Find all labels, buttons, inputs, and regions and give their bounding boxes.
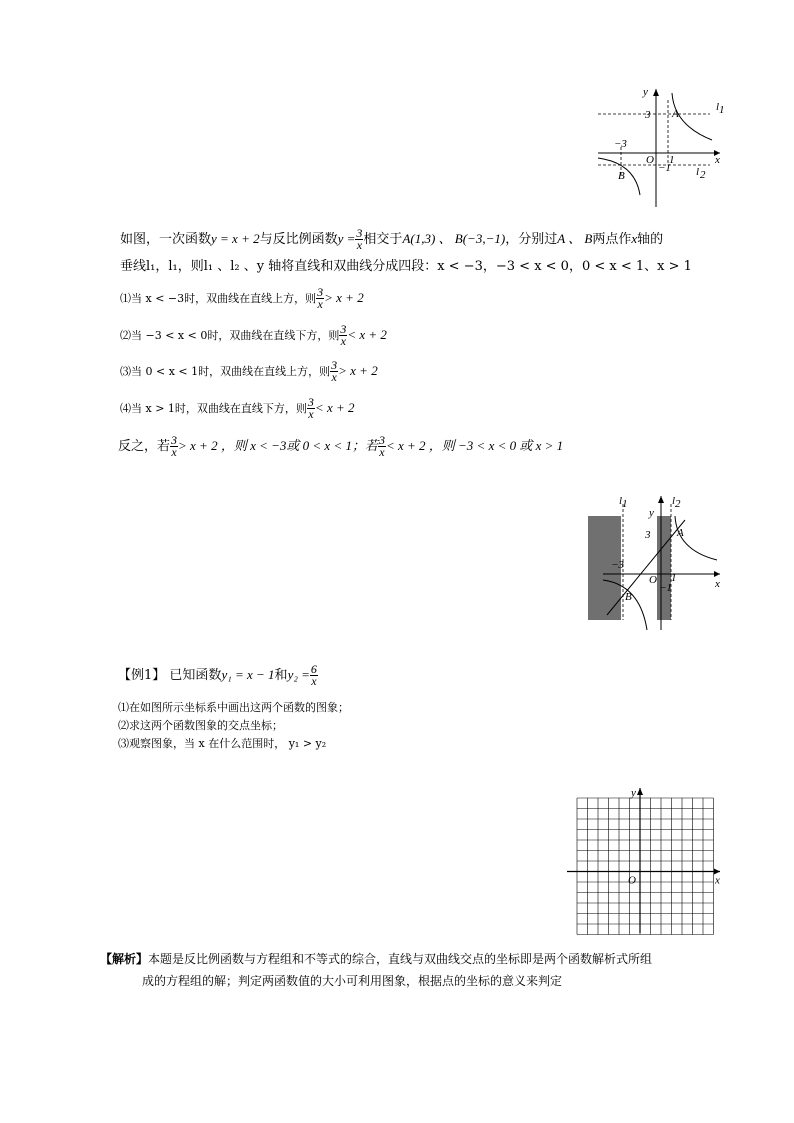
fraction: $\frac{3}{x}$ <box>340 322 347 348</box>
fig2-tick-m3: −3 <box>611 559 624 571</box>
fig1-l2-sub: 2 <box>700 169 706 181</box>
fig1-y-label: y <box>643 86 648 98</box>
figure-coordinate-grid <box>565 785 730 935</box>
fig1-point-B: B <box>618 170 625 182</box>
fig1-l2: l <box>696 166 700 178</box>
case-relation: < x + 2 <box>347 327 387 342</box>
fraction: $\frac{6}{x}$ <box>310 662 317 688</box>
solution-line-2: 成的方程组的解；判定两函数值的大小可利用图象，根据点的坐标的意义来判定 <box>142 974 563 988</box>
fig1-tick-1: 1 <box>669 154 675 166</box>
figure-shaded-regions <box>585 490 725 635</box>
intro-line-1 <box>120 228 663 251</box>
fig2-x-label: x <box>715 578 720 590</box>
fraction: $\frac{3}{x}$ <box>307 395 314 421</box>
points: A 、 B <box>557 231 593 246</box>
fraction: $\frac{3}{x}$ <box>171 433 178 459</box>
fig2-tick-m1: −1 <box>659 582 672 594</box>
figure-hyperbola-line <box>590 85 730 210</box>
fig1-origin: O <box>646 154 654 166</box>
solution-line-1 <box>100 948 652 970</box>
question-2: ⑵求这两个函数图象的交点坐标； <box>118 719 283 732</box>
fig3-origin: O <box>628 874 636 887</box>
fig1-l1-sub: 1 <box>719 104 725 116</box>
intro-text: 两点作 <box>592 232 632 247</box>
intro-text: 与反比例函数 <box>259 232 338 247</box>
case-3 <box>120 360 378 383</box>
fig1-l1: l <box>716 101 720 113</box>
case-text: ⑴当 x < −3时，双曲线在直线上方，则 <box>120 292 317 305</box>
fraction: $\frac{3}{x}$ <box>331 358 338 384</box>
solution-label: 【解析】 <box>100 952 149 966</box>
fig2-y-label: y <box>649 507 654 519</box>
intro-text: 相交于 <box>363 232 403 247</box>
function-y1: y₁ = x − 1 <box>221 667 275 682</box>
intro-text: 如图，一次函数 <box>120 232 212 247</box>
fig2-l1-sub: 1 <box>622 498 628 510</box>
case-text: ⑷当 x > 1时，双曲线在直线下方，则 <box>120 402 307 415</box>
fig2-point-B: B <box>625 591 632 603</box>
conclusion <box>118 435 563 458</box>
case-relation: > x + 2 <box>324 290 364 305</box>
y-axis-arrow <box>637 788 643 795</box>
fraction: $\frac{3}{x}$ <box>356 226 363 252</box>
intro-text: ，分别过 <box>505 232 558 247</box>
fig1-tick-m1: −1 <box>658 162 671 174</box>
example-heading <box>118 664 318 687</box>
example-text: 和 <box>274 668 288 683</box>
fig2-l2: l <box>672 495 676 507</box>
fig3-x-label: x <box>715 874 720 887</box>
conclusion-text: 反之，若 <box>118 439 171 454</box>
fig1-tick-3: 3 <box>645 109 651 121</box>
solution-text: 本题是反比例函数与方程组和不等式的综合，直线与双曲线交点的坐标即是两个函数解析式所组 <box>148 952 653 966</box>
function-y2: y₂ = <box>287 667 310 682</box>
fraction: $\frac{3}{x}$ <box>317 285 324 311</box>
question-1: ⑴在如图所示坐标系中画出这两个函数的图象； <box>118 701 349 714</box>
case-text: ⑵当 −3 < x < 0时，双曲线在直线下方，则 <box>120 329 340 342</box>
fig1-x-label: x <box>715 154 720 166</box>
fraction: $\frac{3}{x}$ <box>378 433 385 459</box>
x-var: x <box>631 231 638 246</box>
question-3: ⑶观察图象，当 x 在什么范围时， y₁ > y₂ <box>118 737 327 750</box>
fig2-point-A: A <box>677 527 684 539</box>
conclusion-text: < x + 2 ，则 −3 < x < 0 或 x > 1 <box>385 438 564 453</box>
fig2-tick-3: 3 <box>645 529 651 541</box>
case-4 <box>120 397 355 420</box>
conclusion-text: > x + 2 ，则 x < −3或 0 < x < 1；若 <box>178 438 378 453</box>
fig2-l1: l <box>619 495 623 507</box>
fig2-origin: O <box>649 574 657 586</box>
fig1-point-A: A <box>672 108 679 120</box>
intersection-points: A(1,3) 、 B(−3,−1) <box>402 231 506 246</box>
fig3-y-label: y <box>631 787 636 799</box>
intro-text: 轴的 <box>637 232 664 247</box>
case-relation: < x + 2 <box>314 400 355 415</box>
fig2-tick-1: 1 <box>671 572 677 584</box>
case-relation: > x + 2 <box>338 363 378 378</box>
inverse-function: y = <box>337 231 356 246</box>
intro-line-2: 垂线l₁，l₁，则l₁ 、l₂ 、y 轴将直线和双曲线分成四段：x < −3，−3 < x < 0，0 < x < 1、x > 1 <box>120 259 692 274</box>
case-1 <box>120 287 364 310</box>
linear-function: y = x + 2 <box>211 231 260 246</box>
fig1-tick-m3: −3 <box>614 138 627 150</box>
case-text: ⑶当 0 < x < 1时，双曲线在直线上方，则 <box>120 365 331 378</box>
example-label: 【例1】 <box>118 668 166 683</box>
fig2-l2-sub: 2 <box>675 498 681 510</box>
example-text: 已知函数 <box>169 668 222 683</box>
case-2 <box>120 324 387 347</box>
